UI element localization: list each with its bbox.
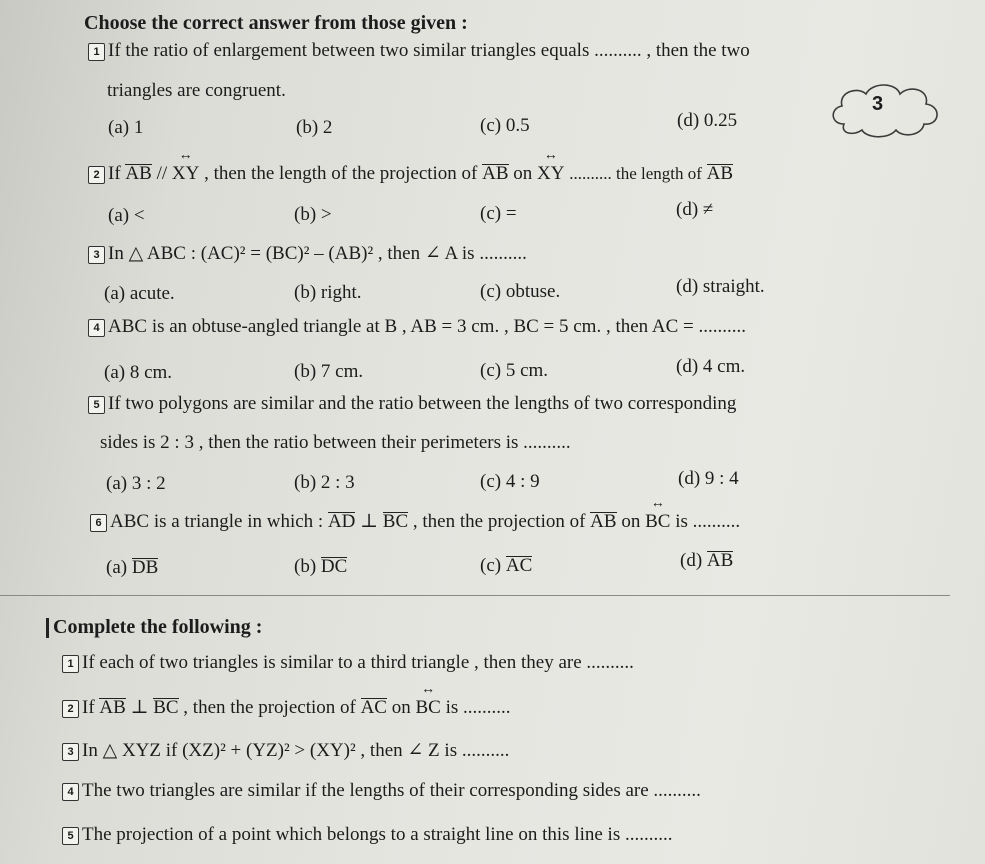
question-2 — [88, 163, 733, 185]
q6-part-on: on — [621, 511, 641, 532]
q2-segment-ab-3: AB — [706, 163, 734, 184]
q2-segment-ab: AB — [125, 163, 152, 184]
section-title-complete — [46, 616, 262, 639]
question-1-option-a[interactable]: (a) 1 — [108, 117, 144, 138]
q6-segment-ab: AB — [590, 511, 617, 532]
question-4-option-b[interactable]: (b) 7 cm. — [294, 361, 364, 382]
question-3-option-d[interactable]: (d) straight. — [676, 276, 765, 297]
question-2-option-c[interactable]: (c) = — [480, 203, 517, 224]
complete-item-1-text: If each of two triangles is similar to a third triangle , then they are .......... — [82, 652, 634, 673]
question-6 — [90, 510, 740, 533]
question-1-option-b[interactable]: (b) 2 — [296, 117, 333, 138]
c2-part-if: If — [82, 697, 95, 718]
question-1-text-line2: triangles are congruent. — [107, 80, 286, 101]
q6-segment-ad: AD — [327, 511, 356, 532]
q2-segment-ab-2: AB — [482, 163, 509, 184]
q2-parallel-symbol: // — [156, 163, 168, 184]
question-number-5: 5 — [88, 396, 105, 414]
q6-option-a-segment: DB — [131, 557, 159, 578]
question-number-1: 1 — [88, 43, 105, 61]
q6-part-is: is .......... — [675, 511, 741, 532]
question-1-option-d[interactable]: (d) 0.25 — [677, 110, 738, 131]
question-5 — [88, 393, 736, 415]
q6-perpendicular-symbol: ⊥ — [360, 511, 379, 532]
complete-number-5: 5 — [62, 827, 79, 845]
c2-perpendicular-symbol: ⊥ — [130, 697, 149, 718]
question-2-option-d[interactable]: (d) ≠ — [676, 199, 714, 220]
c2-segment-ab: AB — [99, 697, 126, 718]
q2-line-xy-2: ↔ XY — [537, 163, 564, 185]
complete-item-5-text: The projection of a point which belongs to a straight line on this line is .......... — [82, 824, 673, 845]
complete-item-3-text: In △ XYZ if (XZ)² + (YZ)² > (XY)² , then ∠ Z is .......... — [82, 740, 510, 761]
q6-line-bc: ↔ BC — [645, 511, 670, 533]
q6-part-projection: , then the projection of — [412, 511, 586, 532]
complete-item-4-text: The two triangles are similar if the lengths of their corresponding sides are .......... — [82, 780, 701, 801]
q6-segment-bc: BC — [382, 511, 409, 532]
c2-part-is: is .......... — [445, 697, 511, 718]
q6-option-c-label: (c) — [480, 555, 502, 576]
question-5-option-c[interactable]: (c) 4 : 9 — [480, 471, 540, 492]
complete-number-1: 1 — [62, 655, 79, 673]
question-4-option-c[interactable]: (c) 5 cm. — [480, 360, 549, 381]
question-3-option-a[interactable]: (a) acute. — [104, 283, 175, 304]
q6-option-b-segment: DC — [320, 556, 348, 577]
c2-segment-bc: BC — [153, 697, 179, 718]
question-5-text-line2: sides is 2 : 3 , then the ratio between their perimeters is .......... — [100, 432, 571, 453]
question-3-text: In △ ABC : (AC)² = (BC)² – (AB)² , then ∠ A is .......... — [108, 243, 527, 264]
complete-number-2: 2 — [62, 700, 79, 718]
question-3-option-b[interactable]: (b) right. — [294, 282, 362, 303]
question-4 — [88, 316, 746, 338]
q2-part-on: on — [513, 163, 533, 184]
question-number-2: 2 — [88, 166, 105, 184]
question-5-option-b[interactable]: (b) 2 : 3 — [294, 472, 355, 493]
section-divider — [0, 595, 950, 596]
question-2-option-a[interactable]: (a) < — [108, 205, 145, 226]
question-1-text-line1: If the ratio of enlargement between two similar triangles equals .......... , then the two — [108, 40, 750, 61]
question-1 — [88, 40, 750, 62]
section-marker-bar — [46, 618, 49, 638]
question-2-option-b[interactable]: (b) > — [294, 204, 332, 225]
cloud-annotation-text: 3 — [872, 93, 884, 115]
c2-part-projection: , then the projection of — [183, 697, 356, 718]
complete-number-3: 3 — [62, 743, 79, 761]
c2-part-on: on — [391, 697, 411, 718]
q2-part-if: If — [108, 163, 121, 184]
complete-item-3 — [62, 739, 509, 762]
section-title-complete-text: Complete the following : — [53, 616, 263, 638]
question-4-option-a[interactable]: (a) 8 cm. — [104, 362, 173, 383]
question-3-option-c[interactable]: (c) obtuse. — [480, 281, 561, 302]
question-1-option-c[interactable]: (c) 0.5 — [480, 115, 530, 136]
question-5-text-line1: If two polygons are similar and the ratio between the lengths of two corresponding — [108, 393, 737, 414]
question-5-option-d[interactable]: (d) 9 : 4 — [678, 468, 739, 489]
q2-part-projection: , then the length of the projection of — [204, 163, 478, 184]
question-4-text: ABC is an obtuse-angled triangle at B , AB = 3 cm. , BC = 5 cm. , then AC = .......... — [108, 316, 746, 337]
section-title-choose: Choose the correct answer from those given : — [84, 12, 468, 34]
q6-option-c-segment: AC — [505, 555, 533, 576]
q6-option-a-label: (a) — [106, 557, 128, 578]
question-6-option-b[interactable] — [294, 556, 347, 578]
complete-number-4: 4 — [62, 783, 79, 801]
question-number-4: 4 — [88, 319, 105, 337]
cloud-annotation-icon — [826, 80, 944, 140]
question-6-option-c[interactable] — [480, 555, 532, 577]
q2-part-length: .......... the length of — [569, 164, 702, 183]
question-5-option-a[interactable]: (a) 3 : 2 — [106, 473, 166, 494]
complete-item-5 — [62, 824, 672, 846]
c2-line-bc: ↔ BC — [415, 697, 440, 719]
complete-item-1 — [62, 652, 634, 674]
q6-option-b-label: (b) — [294, 556, 317, 577]
c2-segment-ac: AC — [360, 697, 387, 718]
question-4-option-d[interactable]: (d) 4 cm. — [676, 356, 746, 377]
question-6-option-d[interactable] — [680, 550, 733, 572]
question-6-option-a[interactable] — [106, 557, 158, 579]
question-3 — [88, 242, 527, 265]
question-number-3: 3 — [88, 246, 105, 264]
question-number-6: 6 — [90, 514, 107, 532]
q6-option-d-segment: AB — [706, 550, 734, 571]
q2-line-xy: ↔ XY — [172, 163, 199, 185]
q6-part-intro: ABC is a triangle in which : — [110, 511, 324, 532]
complete-item-4 — [62, 780, 701, 802]
q6-option-d-label: (d) — [680, 550, 703, 571]
complete-item-2 — [62, 696, 511, 719]
